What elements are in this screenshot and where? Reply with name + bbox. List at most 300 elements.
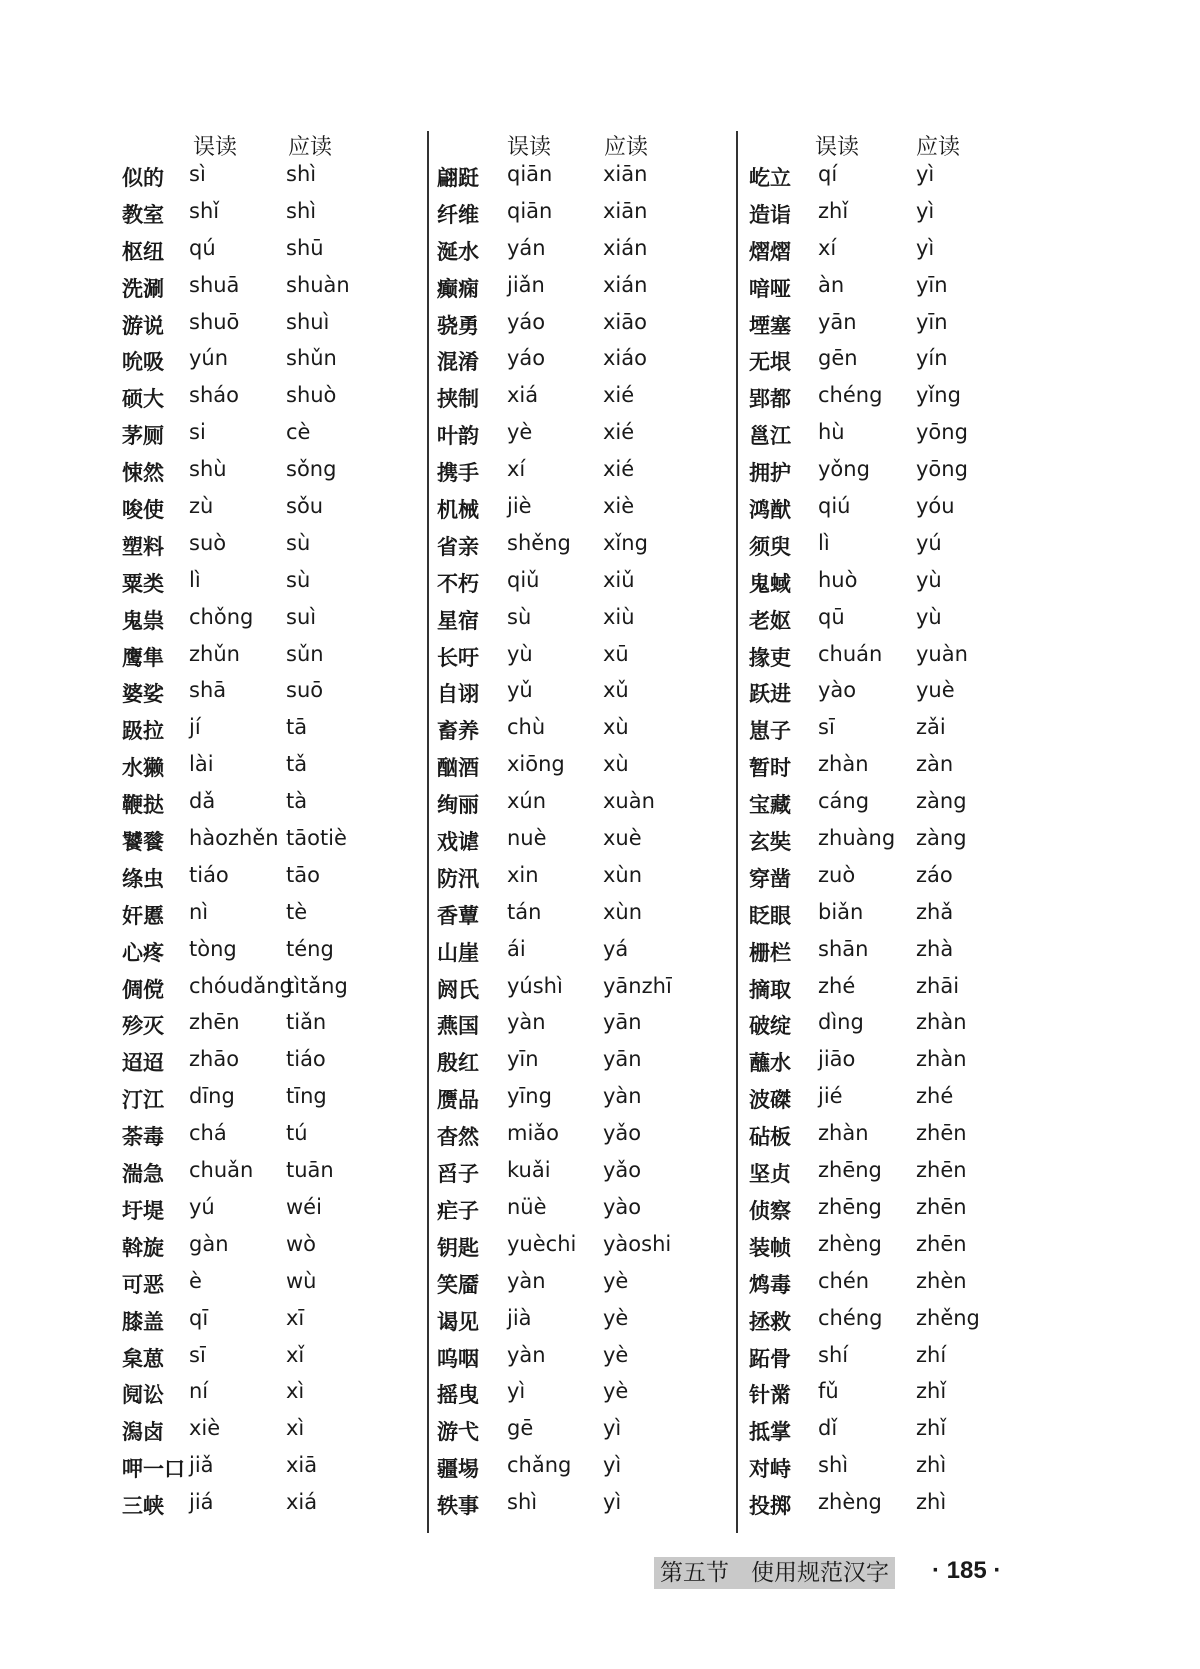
wrong-pinyin: yīn (507, 1047, 539, 1072)
correct-pinyin: yān (603, 1010, 642, 1035)
entry-row (749, 1226, 1029, 1263)
wrong-pinyin: gē (507, 1416, 534, 1441)
entry-row (122, 1447, 402, 1484)
word: 钥匙 (437, 1235, 479, 1260)
wrong-pinyin: suò (189, 530, 227, 555)
word: 栅栏 (749, 940, 791, 965)
word: 拥护 (749, 461, 791, 486)
wrong-pinyin: chuán (818, 641, 883, 666)
wrong-pinyin: jiǎ (189, 1453, 214, 1478)
entry-row (437, 377, 717, 414)
wrong-pinyin: yuèchi (507, 1231, 577, 1256)
word: 塑料 (122, 534, 164, 559)
wrong-pinyin: qí (818, 162, 838, 186)
correct-pinyin: shǔn (286, 346, 337, 371)
word: 绚丽 (437, 793, 479, 818)
wrong-pinyin: xún (507, 789, 547, 814)
correct-pinyin: tīng (286, 1084, 327, 1109)
word: 舀子 (437, 1162, 479, 1187)
wrong-pinyin: xiá (507, 383, 539, 408)
correct-pinyin: xié (603, 457, 635, 482)
wrong-pinyin: shān (818, 936, 869, 961)
correct-pinyin: xiè (603, 494, 635, 519)
correct-pinyin: sǔn (286, 641, 324, 666)
entry-row (437, 894, 717, 931)
entry-row (749, 820, 1029, 857)
correct-pinyin: tìtǎng (286, 973, 348, 998)
header-correct-reading: 应读 (916, 135, 961, 160)
entry-row (437, 1004, 717, 1041)
correct-pinyin: tuān (286, 1158, 334, 1183)
wrong-pinyin: zhǐ (818, 198, 849, 223)
entry-row (122, 451, 402, 488)
wrong-pinyin: gēn (818, 346, 858, 371)
wrong-pinyin: tiáo (189, 862, 229, 887)
wrong-pinyin: yàn (507, 1010, 546, 1035)
wrong-pinyin: chǒng (189, 604, 254, 629)
wrong-pinyin: chóudǎng (189, 973, 293, 998)
correct-pinyin: xiā (286, 1453, 318, 1478)
correct-pinyin: sù (286, 567, 311, 592)
wrong-pinyin: cáng (818, 789, 870, 814)
correct-pinyin: zhì (916, 1490, 947, 1515)
wrong-pinyin: nuè (507, 826, 547, 851)
entry-row (437, 562, 717, 599)
correct-pinyin: yì (603, 1490, 622, 1515)
word: 眨眼 (749, 903, 791, 928)
correct-pinyin: shuàn (286, 272, 350, 297)
wrong-pinyin: qiú (818, 494, 851, 519)
entry-row (437, 340, 717, 377)
wrong-pinyin: qū (818, 604, 845, 629)
word: 似的 (122, 166, 164, 190)
correct-pinyin: yè (603, 1379, 629, 1404)
correct-pinyin: suì (286, 604, 317, 629)
section-number: 第五节 (660, 1560, 729, 1586)
correct-pinyin: zhàn (916, 1010, 967, 1035)
correct-pinyin: sù (286, 530, 311, 555)
entry-row (122, 709, 402, 746)
wrong-pinyin: nì (189, 899, 209, 924)
wrong-pinyin: qiǔ (507, 567, 540, 592)
entry-row (437, 820, 717, 857)
correct-pinyin: sǒng (286, 457, 337, 482)
correct-pinyin: tiáo (286, 1047, 326, 1072)
wrong-pinyin: shā (189, 678, 227, 703)
word: 针黹 (749, 1383, 791, 1408)
wrong-pinyin: lài (189, 752, 214, 777)
correct-pinyin: cè (286, 420, 311, 445)
entry-row (749, 1189, 1029, 1226)
word: 拯救 (749, 1309, 791, 1334)
word: 硕大 (122, 387, 164, 412)
correct-pinyin: xì (286, 1379, 305, 1404)
correct-pinyin: yōng (916, 420, 968, 445)
entry-row (122, 1373, 402, 1410)
word: 邕江 (749, 424, 791, 449)
column-header (122, 118, 402, 160)
entry-row (749, 968, 1029, 1005)
word: 鞭挞 (122, 793, 164, 818)
wrong-pinyin: hù (818, 420, 845, 445)
word: 掾吏 (749, 645, 791, 670)
correct-pinyin: zhí (916, 1342, 947, 1367)
word: 纤维 (437, 202, 479, 227)
correct-pinyin: zhèn (916, 1268, 967, 1293)
entry-row (749, 340, 1029, 377)
correct-pinyin: zhà (916, 936, 954, 961)
section-banner (654, 1557, 895, 1589)
word: 殷红 (437, 1051, 479, 1076)
wrong-pinyin: shěng (507, 530, 571, 555)
correct-pinyin: zhé (916, 1084, 954, 1109)
wrong-pinyin: àn (818, 272, 845, 297)
word: 跃进 (749, 682, 791, 707)
entry-row (749, 894, 1029, 931)
wrong-pinyin: ní (189, 1379, 209, 1404)
word: 谒见 (437, 1309, 479, 1334)
word: 郢都 (749, 387, 791, 412)
correct-pinyin: yān (603, 1047, 642, 1072)
correct-pinyin: yào (603, 1194, 642, 1219)
correct-pinyin: zhēn (916, 1121, 967, 1146)
wrong-pinyin: jià (507, 1305, 532, 1330)
column-divider (427, 131, 429, 1533)
entry-row (749, 1300, 1029, 1337)
entry-list (122, 156, 402, 1521)
entry-row (437, 857, 717, 894)
word: 装帧 (749, 1235, 791, 1260)
correct-pinyin: yè (603, 1268, 629, 1293)
correct-pinyin: xù (603, 715, 629, 740)
correct-pinyin: tiǎn (286, 1010, 327, 1035)
entry-row (749, 709, 1029, 746)
wrong-pinyin: shǐ (189, 198, 220, 223)
entry-row (122, 1226, 402, 1263)
correct-pinyin: wò (286, 1231, 317, 1256)
word: 心疼 (122, 940, 164, 965)
entry-row (437, 968, 717, 1005)
word: 轶事 (437, 1494, 479, 1519)
correct-pinyin: zhāi (916, 973, 960, 998)
correct-pinyin: xuè (603, 826, 642, 851)
entry-row (122, 783, 402, 820)
wrong-pinyin: zhé (818, 973, 856, 998)
word: 涎水 (437, 239, 479, 264)
wrong-pinyin: tòng (189, 936, 237, 961)
entry-row (437, 267, 717, 304)
wrong-pinyin: chén (818, 1268, 870, 1293)
word: 疟子 (437, 1198, 479, 1223)
entry-row (122, 414, 402, 451)
word: 鹰隼 (122, 645, 164, 670)
correct-pinyin: sǒu (286, 494, 324, 519)
wrong-pinyin: xiōng (507, 752, 565, 777)
correct-pinyin: yīn (916, 272, 948, 297)
wrong-pinyin: zuò (818, 862, 856, 887)
correct-pinyin: zhàn (916, 1047, 967, 1072)
word: 玄奘 (749, 830, 791, 855)
word: 吮吸 (122, 350, 164, 375)
entry-row (122, 193, 402, 230)
wrong-pinyin: huò (818, 567, 858, 592)
correct-pinyin: yóu (916, 494, 955, 519)
correct-pinyin: yì (916, 235, 935, 260)
column-header (749, 118, 1029, 160)
correct-pinyin: shū (286, 235, 324, 260)
correct-pinyin: xiān (603, 162, 648, 186)
word: 赝品 (437, 1088, 479, 1113)
wrong-pinyin: biǎn (818, 899, 864, 924)
word: 阏氏 (437, 977, 479, 1002)
wrong-pinyin: zhāo (189, 1047, 240, 1072)
entry-row (122, 1410, 402, 1447)
entry-row (122, 562, 402, 599)
correct-pinyin: xùn (603, 899, 643, 924)
header-correct-reading: 应读 (604, 135, 649, 160)
correct-pinyin: zhǐ (916, 1379, 947, 1404)
word: 鬼祟 (122, 608, 164, 633)
word: 戏谑 (437, 830, 479, 855)
wrong-pinyin: ái (507, 936, 526, 961)
entry-row (437, 599, 717, 636)
correct-pinyin: xián (603, 235, 648, 260)
correct-pinyin: zhì (916, 1453, 947, 1478)
correct-pinyin: zhěng (916, 1305, 980, 1330)
word: 对峙 (749, 1457, 791, 1482)
wrong-pinyin: sháo (189, 383, 239, 408)
word: 破绽 (749, 1014, 791, 1039)
wrong-pinyin: dìng (818, 1010, 864, 1035)
entry-list (437, 156, 717, 1521)
wrong-pinyin: dīng (189, 1084, 235, 1109)
wrong-pinyin: qiān (507, 198, 553, 223)
wrong-pinyin: shuō (189, 309, 240, 334)
entry-row (749, 636, 1029, 673)
entry-row (437, 1189, 717, 1226)
column-1 (122, 118, 402, 1521)
wrong-pinyin: yáo (507, 346, 546, 371)
word: 笑靥 (437, 1272, 479, 1297)
wrong-pinyin: shí (818, 1342, 849, 1367)
word: 波磔 (749, 1088, 791, 1113)
word: 三峡 (122, 1494, 164, 1519)
entry-row (437, 709, 717, 746)
correct-pinyin: xiāo (603, 309, 647, 334)
wrong-pinyin: chéng (818, 383, 883, 408)
entry-row (437, 1484, 717, 1521)
wrong-pinyin: shì (818, 1453, 849, 1478)
wrong-pinyin: shuā (189, 272, 240, 297)
wrong-pinyin: zhuàng (818, 826, 896, 851)
correct-pinyin: zàn (916, 752, 954, 777)
entry-row (749, 525, 1029, 562)
wrong-pinyin: sī (818, 715, 835, 740)
wrong-pinyin: zhēn (189, 1010, 240, 1035)
word: 挟制 (437, 387, 479, 412)
word: 机械 (437, 498, 479, 523)
wrong-pinyin: dǐ (818, 1416, 838, 1441)
word: 阋讼 (122, 1383, 164, 1408)
word: 教室 (122, 202, 164, 227)
wrong-pinyin: fǔ (818, 1379, 839, 1404)
entry-row (749, 857, 1029, 894)
wrong-pinyin: yān (818, 309, 857, 334)
word: 自诩 (437, 682, 479, 707)
word: 枲葸 (122, 1346, 164, 1371)
wrong-pinyin: zhèng (818, 1231, 882, 1256)
wrong-pinyin: yǔ (507, 678, 533, 703)
entry-row (437, 1226, 717, 1263)
correct-pinyin: yàoshi (603, 1231, 672, 1256)
entry-row (437, 525, 717, 562)
wrong-pinyin: zhàn (818, 752, 869, 777)
entry-row (437, 1447, 717, 1484)
entry-row (122, 1004, 402, 1041)
wrong-pinyin: qiān (507, 162, 553, 186)
wrong-pinyin: zhēng (818, 1194, 882, 1219)
wrong-pinyin: yàn (507, 1342, 546, 1367)
word: 造诣 (749, 202, 791, 227)
entry-row (122, 1300, 402, 1337)
wrong-pinyin: yán (507, 235, 546, 260)
header-correct-reading: 应读 (288, 135, 333, 160)
entry-row (122, 857, 402, 894)
word: 杳然 (437, 1125, 479, 1150)
wrong-pinyin: lì (818, 530, 830, 555)
word: 穿凿 (749, 866, 791, 891)
wrong-pinyin: yè (507, 420, 533, 445)
correct-pinyin: tú (286, 1121, 308, 1146)
word: 宝藏 (749, 793, 791, 818)
wrong-pinyin: nüè (507, 1194, 547, 1219)
correct-pinyin: xié (603, 383, 635, 408)
page-number: · 185 · (932, 1557, 1002, 1584)
header-wrong-reading: 误读 (815, 135, 860, 160)
wrong-pinyin: si (189, 420, 206, 445)
entry-row (437, 1300, 717, 1337)
correct-pinyin: xiān (603, 198, 648, 223)
word: 游说 (122, 313, 164, 338)
word: 婆娑 (122, 682, 164, 707)
wrong-pinyin: yǒng (818, 457, 870, 482)
entry-row (437, 1410, 717, 1447)
wrong-pinyin: chǎng (507, 1453, 572, 1478)
wrong-pinyin: dǎ (189, 789, 216, 814)
wrong-pinyin: kuǎi (507, 1158, 551, 1183)
entry-row (749, 304, 1029, 341)
entry-row (437, 488, 717, 525)
wrong-pinyin: sì (189, 162, 206, 186)
wrong-pinyin: jié (818, 1084, 843, 1109)
correct-pinyin: tāo (286, 862, 320, 887)
correct-pinyin: zàng (916, 826, 967, 851)
correct-pinyin: zàng (916, 789, 967, 814)
entry-row (122, 156, 402, 193)
wrong-pinyin: zhèng (818, 1490, 882, 1515)
correct-pinyin: zhēn (916, 1231, 967, 1256)
wrong-pinyin: chù (507, 715, 546, 740)
word: 饕餮 (122, 830, 164, 855)
entry-row (749, 377, 1029, 414)
entry-row (122, 1078, 402, 1115)
wrong-pinyin: hàozhěn (189, 826, 279, 851)
word: 殄灭 (122, 1014, 164, 1039)
entry-row (122, 1152, 402, 1189)
wrong-pinyin: yì (507, 1379, 526, 1404)
entry-row (749, 672, 1029, 709)
section-title: 使用规范汉字 (751, 1560, 889, 1586)
correct-pinyin: shì (286, 162, 317, 186)
wrong-pinyin: yīng (507, 1084, 552, 1109)
wrong-pinyin: chá (189, 1121, 227, 1146)
correct-pinyin: yǎo (603, 1121, 642, 1146)
word: 癫痫 (437, 276, 479, 301)
word: 膝盖 (122, 1309, 164, 1334)
correct-pinyin: xùn (603, 862, 643, 887)
correct-pinyin: xiá (286, 1490, 318, 1515)
entry-row (437, 1337, 717, 1374)
entry-row (122, 931, 402, 968)
correct-pinyin: tā (286, 715, 308, 740)
entry-row (437, 1373, 717, 1410)
correct-pinyin: yì (603, 1416, 622, 1441)
entry-row (122, 968, 402, 1005)
correct-pinyin: xù (603, 752, 629, 777)
correct-pinyin: tǎ (286, 752, 308, 777)
entry-row (749, 451, 1029, 488)
entry-row (749, 746, 1029, 783)
wrong-pinyin: qú (189, 235, 216, 260)
word: 荼毒 (122, 1125, 164, 1150)
column-header (437, 118, 717, 160)
word: 悚然 (122, 461, 164, 486)
entry-row (437, 1263, 717, 1300)
word: 山崖 (437, 940, 479, 965)
wrong-pinyin: jiǎn (507, 272, 545, 297)
word: 喑哑 (749, 276, 791, 301)
wrong-pinyin: yào (818, 678, 857, 703)
word: 长吁 (437, 645, 479, 670)
entry-row (749, 599, 1029, 636)
correct-pinyin: xǐ (286, 1342, 305, 1367)
wrong-pinyin: shì (507, 1490, 538, 1515)
entry-row (749, 267, 1029, 304)
entry-row (122, 1041, 402, 1078)
wrong-pinyin: yáo (507, 309, 546, 334)
correct-pinyin: xié (603, 420, 635, 445)
word: 摇曳 (437, 1383, 479, 1408)
entry-row (122, 1189, 402, 1226)
entry-row (122, 636, 402, 673)
correct-pinyin: suō (286, 678, 324, 703)
word: 鬼蜮 (749, 571, 791, 596)
correct-pinyin: zǎi (916, 715, 946, 740)
wrong-pinyin: chuǎn (189, 1158, 254, 1183)
correct-pinyin: yá (603, 936, 629, 961)
entry-row (749, 1041, 1029, 1078)
entry-row (749, 193, 1029, 230)
entry-row (437, 230, 717, 267)
word: 呷一口 (122, 1457, 185, 1482)
entry-row (749, 1337, 1029, 1374)
entry-row (437, 1078, 717, 1115)
word: 洗涮 (122, 276, 164, 301)
correct-pinyin: tà (286, 789, 308, 814)
correct-pinyin: xū (603, 641, 629, 666)
correct-pinyin: xiǔ (603, 567, 635, 592)
entry-row (122, 230, 402, 267)
